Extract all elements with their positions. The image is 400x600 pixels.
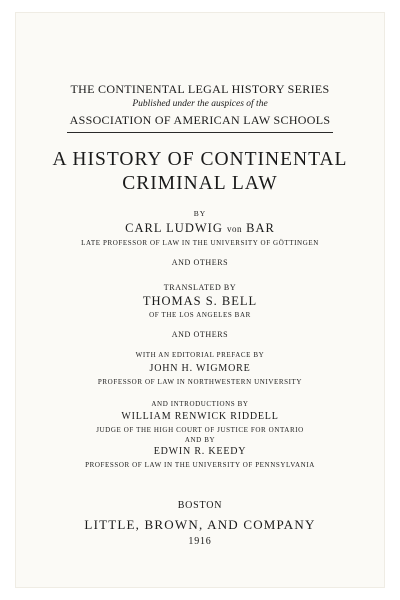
author-first-names: CARL LUDWIG xyxy=(125,221,223,235)
translator-and-others: AND OTHERS xyxy=(171,330,229,339)
preface-label: WITH AN EDITORIAL PREFACE BY xyxy=(135,351,265,359)
book-title-line2: CRIMINAL LAW xyxy=(122,173,278,194)
series-subtitle: Published under the auspices of the xyxy=(132,99,268,109)
book-title-line1: A HISTORY OF CONTINENTAL xyxy=(52,149,348,170)
series-association: ASSOCIATION OF AMERICAN LAW SCHOOLS xyxy=(69,113,331,127)
author-particle: von xyxy=(226,224,242,234)
author-affiliation: LATE PROFESSOR OF LAW IN THE UNIVERSITY OF GÖTTINGEN xyxy=(81,239,319,247)
preface-author: JOHN H. WIGMORE xyxy=(149,363,251,374)
translator-affiliation: OF THE LOS ANGELES BAR xyxy=(149,311,251,319)
translated-by-label: TRANSLATED BY xyxy=(163,283,237,292)
author-and-others: AND OTHERS xyxy=(171,258,229,267)
imprint-year: 1916 xyxy=(188,536,212,547)
imprint-city: BOSTON xyxy=(177,500,223,511)
preface-affiliation: PROFESSOR OF LAW IN NORTHWESTERN UNIVERSITY xyxy=(97,378,303,386)
author-surname: BAR xyxy=(246,221,275,235)
introduction-author-2: EDWIN R. KEEDY xyxy=(153,446,247,457)
translator-name: THOMAS S. BELL xyxy=(142,294,258,308)
introduction-affiliation-2: PROFESSOR OF LAW IN THE UNIVERSITY OF PENNSYLVANIA xyxy=(85,461,315,469)
by-label: BY xyxy=(193,209,207,218)
series-title: THE CONTINENTAL LEGAL HISTORY SERIES xyxy=(70,82,330,96)
introduction-affiliation-1: JUDGE OF THE HIGH COURT OF JUSTICE FOR ONTARIO xyxy=(96,426,304,434)
and-by-label: AND BY xyxy=(184,436,216,444)
introductions-label: AND INTRODUCTIONS BY xyxy=(151,400,249,408)
header-divider xyxy=(67,132,333,133)
title-page xyxy=(15,12,385,588)
imprint-publisher: LITTLE, BROWN, AND COMPANY xyxy=(84,517,316,532)
introduction-author-1: WILLIAM RENWICK RIDDELL xyxy=(121,411,279,422)
author-name xyxy=(15,221,385,236)
